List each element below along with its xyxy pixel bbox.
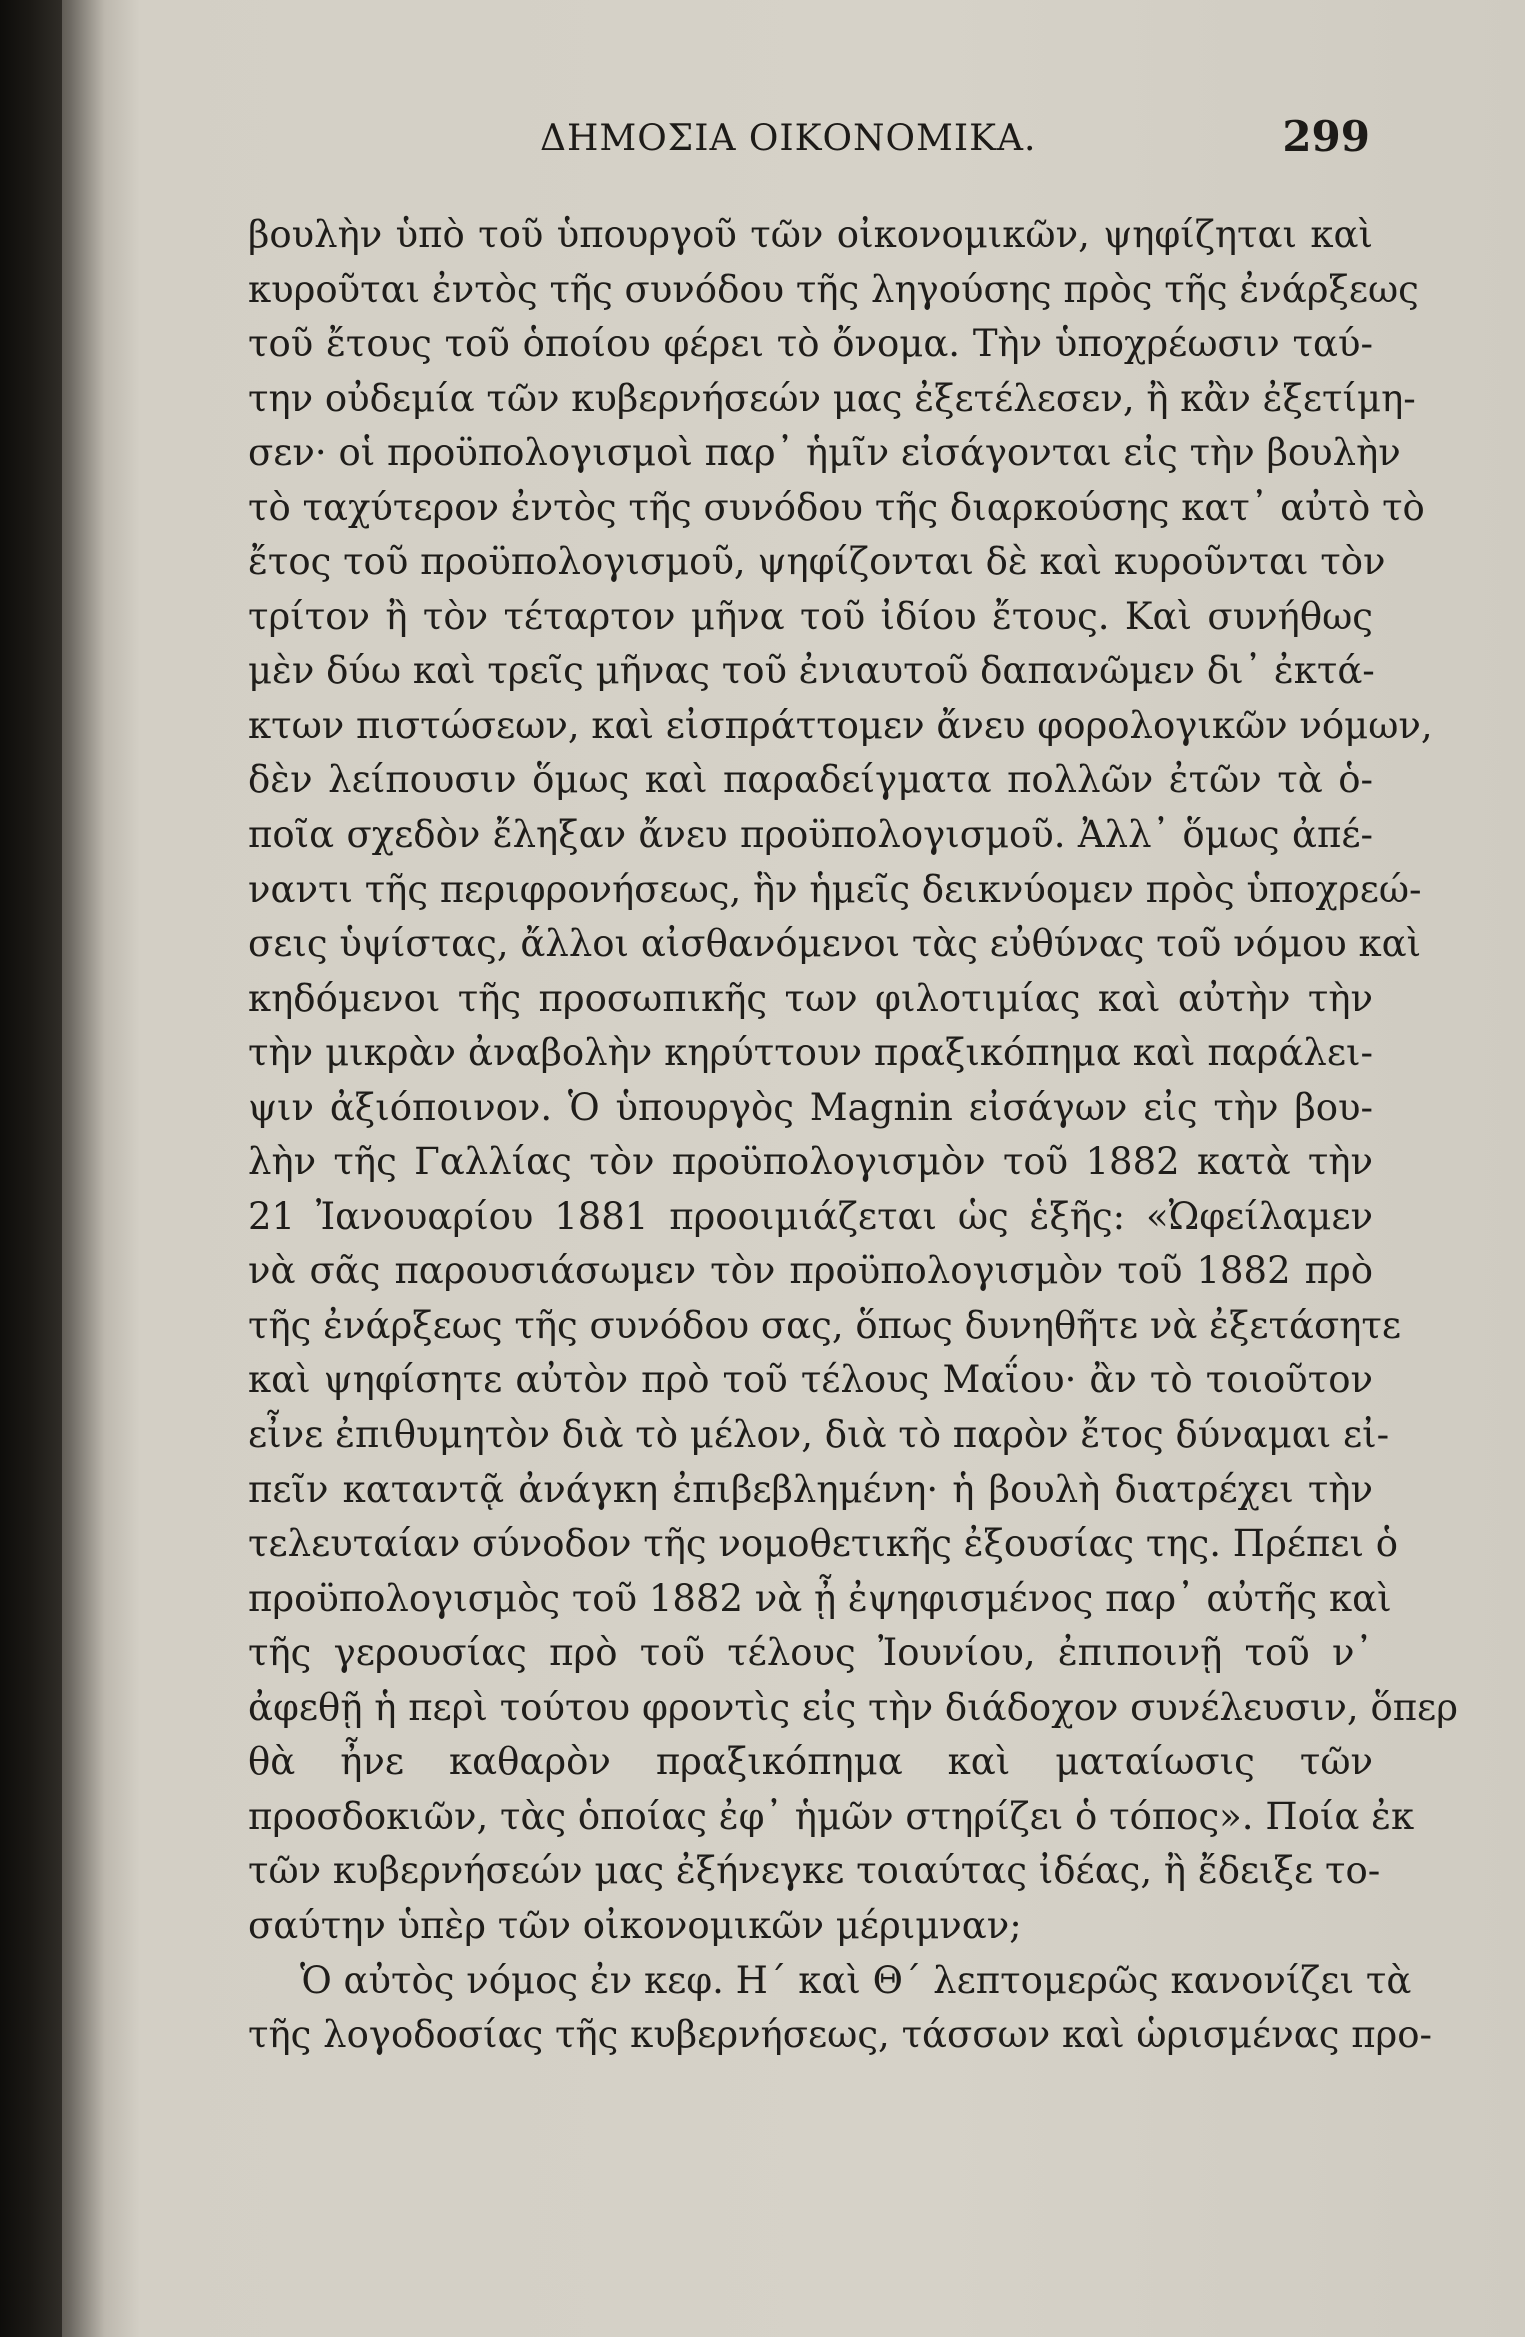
text-line: την οὐδεμία τῶν κυβερνήσεών μας ἐξετέλεσεν, ἢ κἂν ἐξετίμη- xyxy=(248,376,1416,420)
text-line: πεῖν καταντᾷ ἀνάγκη ἐπιβεβλημένη· ἡ βουλὴ διατρέχει τὴν xyxy=(248,1467,1373,1511)
text-line: δὲν λείπουσιν ὅμως καὶ παραδείγματα πολλῶν ἐτῶν τὰ ὁ- xyxy=(248,758,1373,802)
text-line: τῆς ἐνάρξεως τῆς συνόδου σας, ὅπως δυνηθῆτε νὰ ἐξετάσητε xyxy=(248,1303,1402,1347)
running-title: ΔΗΜΟΣΙΑ ΟΙΚΟΝΟΜΙΚΑ. xyxy=(540,118,1037,159)
text-line: νὰ σᾶς παρουσιάσωμεν τὸν προϋπολογισμὸν τοῦ 1882 πρὸ xyxy=(248,1249,1373,1293)
text-line: βουλὴν ὑπὸ τοῦ ὑπουργοῦ τῶν οἰκονομικῶν, ψηφίζηται καὶ xyxy=(248,213,1373,256)
text-line: τελευταίαν σύνοδον τῆς νομοθετικῆς ἐξουσίας της. Πρέπει ὁ xyxy=(248,1522,1399,1566)
text-line: κυροῦται ἐντὸς τῆς συνόδου τῆς ληγούσης πρὸς τῆς ἐνάρξεως xyxy=(248,267,1419,311)
text-line: σεν· οἱ προϋπολογισμοὶ παρ᾽ ἡμῖν εἰσάγονται εἰς τὴν βουλὴν xyxy=(248,431,1401,475)
text-line: τῶν κυβερνήσεών μας ἐξήνεγκε τοιαύτας ἰδέας, ἢ ἔδειξε το- xyxy=(248,1849,1381,1893)
text-line: τρίτον ἢ τὸν τέταρτον μῆνα τοῦ ἰδίου ἔτους. Καὶ συνήθως xyxy=(248,594,1373,638)
text-line: εἶνε ἐπιθυμητὸν διὰ τὸ μέλον, διὰ τὸ παρὸν ἔτος δύναμαι εἰ- xyxy=(248,1413,1390,1457)
text-line: τῆς λογοδοσίας τῆς κυβερνήσεως, τάσσων καὶ ὡρισμένας προ- xyxy=(248,2013,1433,2057)
text-line: ποῖα σχεδὸν ἔληξαν ἄνευ προϋπολογισμοῦ. Ἀλλ᾽ ὅμως ἀπέ- xyxy=(248,813,1373,857)
text-line: προϋπολογισμὸς τοῦ 1882 νὰ ᾖ ἐψηφισμένος παρ᾽ αὐτῆς καὶ xyxy=(248,1576,1392,1620)
text-line: σαύτην ὑπὲρ τῶν οἰκονομικῶν μέριμναν; xyxy=(248,1903,1022,1947)
text-line: κηδόμενοι τῆς προσωπικῆς των φιλοτιμίας καὶ αὐτὴν τὴν xyxy=(248,976,1373,1020)
text-line: τοῦ ἔτους τοῦ ὁποίου φέρει τὸ ὄνομα. Τὴν ὑποχρέωσιν ταύ- xyxy=(248,322,1373,366)
text-line: καὶ ψηφίσητε αὐτὸν πρὸ τοῦ τέλους Μαΐου· ἂν τὸ τοιοῦτον xyxy=(248,1358,1373,1402)
text-line: Ὁ αὐτὸς νόμος ἐν κεφ. Η΄ καὶ Θ΄ λεπτομερῶς κανονίζει τὰ xyxy=(300,1958,1412,2002)
text-line: κτων πιστώσεων, καὶ εἰσπράττομεν ἄνευ φορολογικῶν νόμων, xyxy=(248,703,1433,747)
text-line: μὲν δύω καὶ τρεῖς μῆνας τοῦ ἐνιαυτοῦ δαπανῶμεν δι᾽ ἐκτά- xyxy=(248,649,1375,693)
text-line: ἀφεθῇ ἡ περὶ τούτου φροντὶς εἰς τὴν διάδοχον συνέλευσιν, ὅπερ xyxy=(248,1685,1458,1729)
text-line: προσδοκιῶν, τὰς ὁποίας ἐφ᾽ ἡμῶν στηρίζει ὁ τόπος». Ποία ἐκ xyxy=(248,1794,1415,1838)
text-line: 21 Ἰανουαρίου 1881 προοιμιάζεται ὡς ἑξῆς: «Ὠφείλαμεν xyxy=(248,1194,1373,1238)
page-header xyxy=(240,112,1370,178)
page-number: 299 xyxy=(1282,112,1370,161)
book-binding-shadow xyxy=(0,0,62,2337)
text-line: ψιν ἀξιόποινον. Ὁ ὑπουργὸς Magnin εἰσάγων εἰς τὴν βου- xyxy=(248,1085,1373,1129)
text-line: τὴν μικρὰν ἀναβολὴν κηρύττουν πραξικόπημα καὶ παράλει- xyxy=(248,1031,1373,1075)
text-line: θὰ ἦνε καθαρὸν πραξικόπημα καὶ ματαίωσις τῶν xyxy=(248,1740,1373,1784)
text-line: τῆς γερουσίας πρὸ τοῦ τέλους Ἰουνίου, ἐπιποινῇ τοῦ ν᾽ xyxy=(248,1631,1373,1675)
text-line: ναντι τῆς περιφρονήσεως, ἣν ἡμεῖς δεικνύομεν πρὸς ὑποχρεώ- xyxy=(248,867,1422,911)
text-line: λὴν τῆς Γαλλίας τὸν προϋπολογισμὸν τοῦ 1882 κατὰ τὴν xyxy=(248,1140,1373,1184)
text-line: τὸ ταχύτερον ἐντὸς τῆς συνόδου τῆς διαρκούσης κατ᾽ αὐτὸ τὸ xyxy=(248,485,1425,529)
body-text xyxy=(248,208,1458,2063)
text-line: ἔτος τοῦ προϋπολογισμοῦ, ψηφίζονται δὲ καὶ κυροῦνται τὸν xyxy=(248,540,1386,584)
text-line: σεις ὑψίστας, ἄλλοι αἰσθανόμενοι τὰς εὐθύνας τοῦ νόμου καὶ xyxy=(248,922,1422,966)
